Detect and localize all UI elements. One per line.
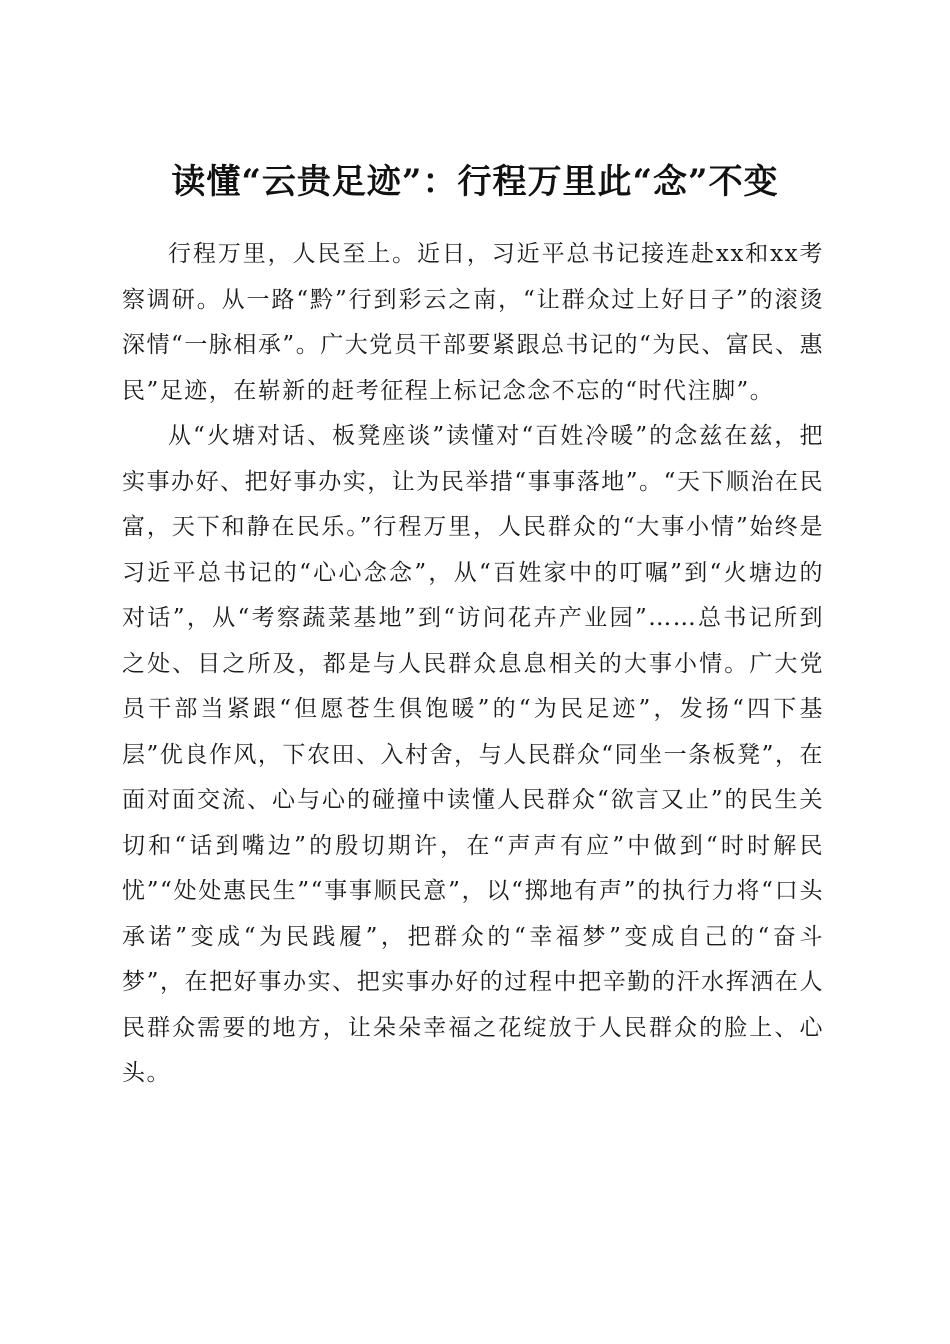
document-title: 读懂“云贵足迹”：行程万里此“念”不变: [171, 161, 779, 202]
paragraph-2: 从“火塘对话、板凳座谈”读懂对“百姓冷暖”的念兹在兹，把实事办好、把好事办实，让为民举措“事事落地”。“天下顺治在民富，天下和静在民乐。”行程万里，人民群众的“大事小情”始终是习近平总书记的“心心念念”，从“百姓家中的叮嘱”到“火塘边的对话”，从“考察蔬菜基地”到“访问花卉产业园”……总书记所到之处、目之所及，都是与人民群众息息相关的大事小情。广大党员干部当紧跟“但愿苍生俱饱暖”的“为民足迹”，发扬“四下基层”优良作风，下农田、入村舍，与人民群众“同坐一条板凳”，在面对面交流、心与心的碰撞中读懂人民群众“欲言又止”的民生关切和“话到嘴边”的殷切期许，在“声声有应”中做到“时时解民忧”“处处惠民生”“事事顺民意”，以“掷地有声”的执行力将“口头承诺”变成“为民践履”，把群众的“幸福梦”变成自己的“奋斗梦”，在把好事办实、把实事办好的过程中把辛勤的汗水挥洒在人民群众需要的地方，让朵朵幸福之花绽放于人民群众的脸上、心头。: [122, 423, 824, 1086]
paragraph-1: 行程万里，人民至上。近日，习近平总书记接连赴xx和xx考察调研。从一路“黔”行到彩云之南，“让群众过上好日子”的滚烫深情“一脉相承”。广大党员干部要紧跟总书记的“为民、富民、惠民”足迹，在崭新的赶考征程上标记念念不忘的“时代注脚”。: [122, 241, 824, 404]
document-body: [122, 232, 824, 1097]
